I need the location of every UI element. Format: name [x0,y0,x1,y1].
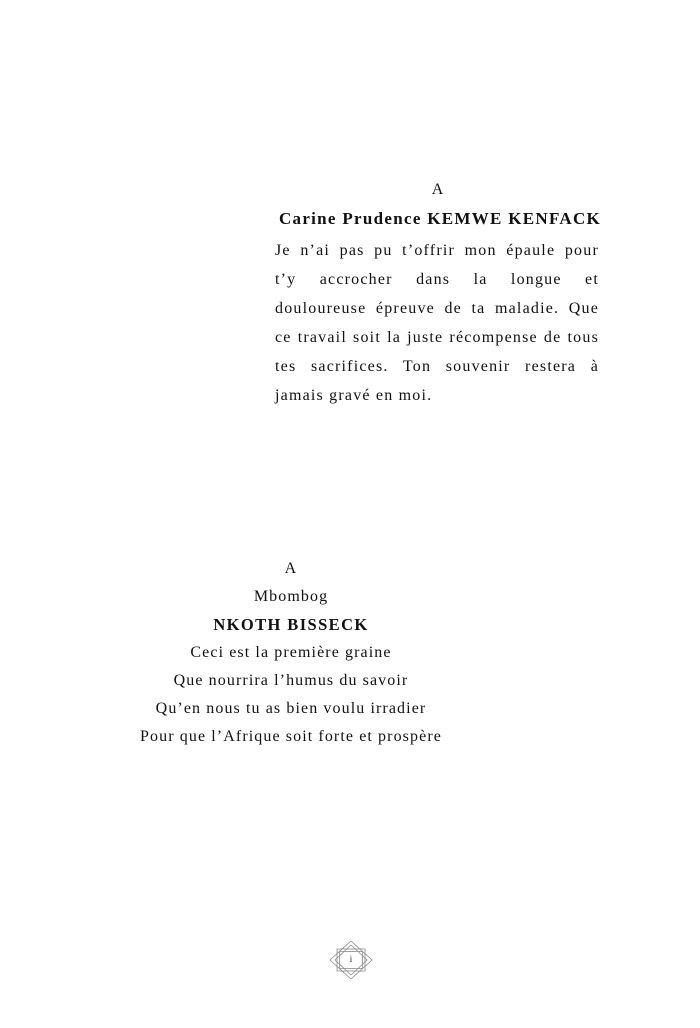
dedication-2-prefix: A [284,560,298,577]
dedication-2-line: Que nourrira l’humus du savoir [173,672,409,689]
dedication-1-line: ce travail soit la juste récompense de tous [275,329,599,346]
dedication-1-line: t’y accrocher dans la longue et [275,271,599,288]
dedication-1-line: douloureuse épreuve de ta maladie. Que [275,300,599,317]
page-number-ornament [329,940,373,980]
dedication-2-title: Mbombog [253,588,329,605]
dedication-2-line: Pour que l’Afrique soit forte et prospère [140,728,442,745]
dedication-2-line: Qu’en nous tu as bien voulu irradier [155,700,427,717]
dedication-2-line: Ceci est la première graine [190,644,392,661]
dedication-1-line: Je n’ai pas pu t’offrir mon épaule pour [275,242,599,259]
dedication-1-line: jamais gravé en moi. [275,387,433,404]
page-number: i [349,954,353,964]
dedication-2-name: NKOTH BISSECK [213,615,369,634]
dedication-2 [118,555,464,751]
dedication-1-body [275,236,599,410]
dedication-1-name: Carine Prudence KEMWE KENFACK [278,209,602,228]
dedication-1-prefix: A [431,181,445,198]
dedication-1-line: tes sacrifices. Ton souvenir restera à [275,358,599,375]
